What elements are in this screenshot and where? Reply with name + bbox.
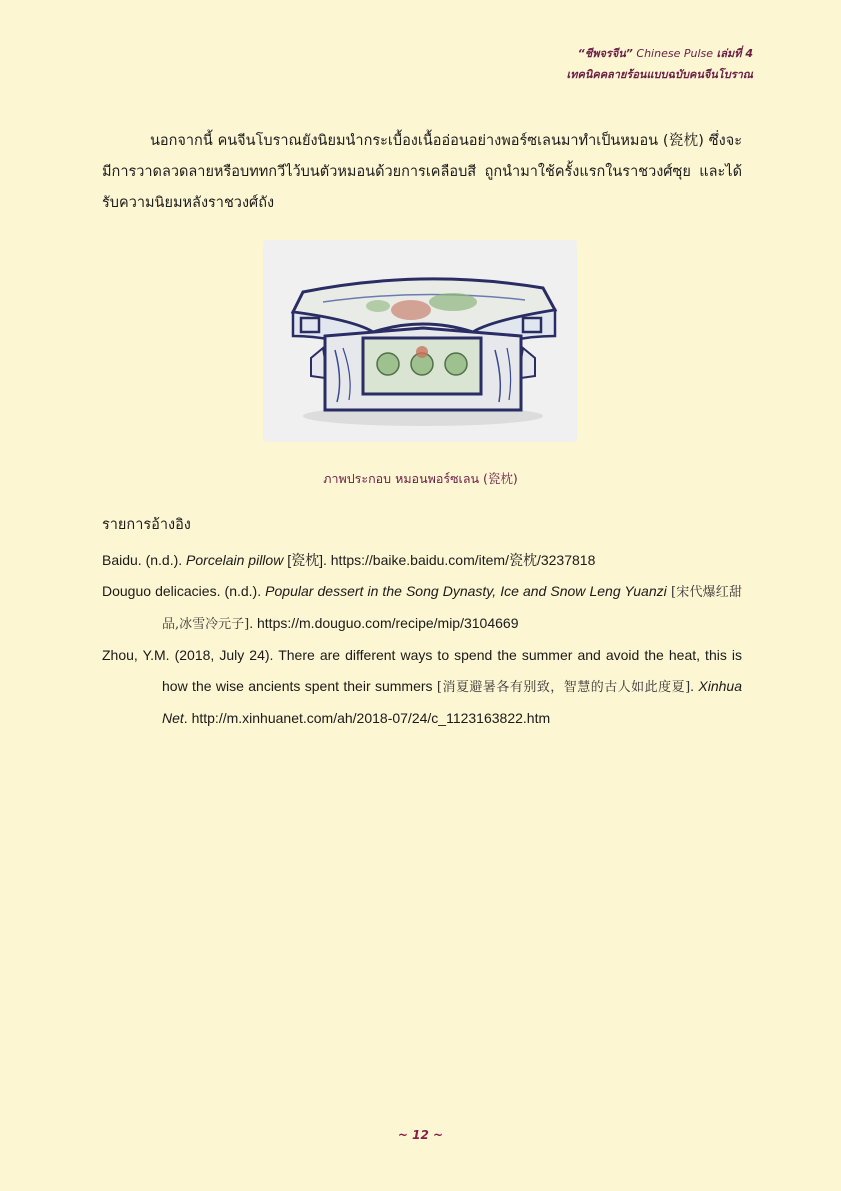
ref-source: . https://m.douguo.com/recipe/mip/3104669: [249, 615, 519, 631]
reference-item: [102, 545, 742, 576]
ref-title: Xinhua Net: [162, 678, 742, 726]
reference-item: [102, 640, 742, 734]
reference-item: [102, 576, 742, 640]
ref-source: [瓷枕]. https://baike.baidu.com/item/瓷枕/3237818: [283, 552, 596, 568]
ref-title: Porcelain pillow: [186, 552, 284, 568]
figure-caption: ภาพประกอบ หมอนพอร์ซเลน (瓷枕): [323, 471, 518, 486]
body-paragraph-text: นอกจากนี้ คนจีนโบราณยังนิยมนำกระเบื้องเนื้ออ่อนอย่างพอร์ซเลนมาทำเป็นหมอน (瓷枕) ซึ่งจะมีการวาดลวดลายหรือบททกวีไว้บนตัวหมอนด้วยการเคลือบสี ถูกนำมาใช้ครั้งแรกในราชวงศ์ซุย และได้รับความนิยมหลังราชวงศ์ถัง: [102, 133, 742, 211]
references-list: [102, 545, 742, 734]
page-number: ~ 12 ~: [397, 1128, 444, 1142]
header-subtitle: เทคนิคคลายร้อนแบบฉบับคนจีนโบราณ: [566, 68, 753, 81]
ref-authors: Douguo delicacies. (n.d.).: [102, 583, 266, 599]
ref-authors: Baidu. (n.d.).: [102, 552, 187, 568]
references-heading: รายการอ้างอิง: [102, 517, 191, 533]
header-series-title: “ชีพจรจีน”: [577, 47, 633, 60]
running-header: [566, 44, 753, 86]
porcelain-pillow-image: [263, 240, 577, 442]
header-series: [566, 44, 753, 64]
header-series-en: Chinese Pulse: [636, 47, 713, 60]
ref-title: Popular dessert in the Song Dynasty, Ice and Snow Leng Yuanzi: [265, 583, 667, 599]
body-paragraph: [102, 126, 742, 219]
ref-authors: Zhou, Y.M. (2018, July 24). There are different ways to spend the summer and avoid the heat, this is how the wise ancients spent their summers: [102, 647, 742, 694]
header-issue: เล่มที่ 4: [716, 47, 753, 60]
pillow-illustration: [263, 240, 577, 442]
ref-chinese-title: [消夏避暑各有别致，智慧的古人如此度夏]: [436, 680, 691, 695]
ref-separator: .: [690, 678, 699, 694]
ref-chinese-title: [宋代爆红甜品,冰雪冷元子]: [162, 585, 742, 632]
ref-source: . http://m.xinhuanet.com/ah/2018-07/24/c_1123163822.htm: [183, 710, 551, 726]
